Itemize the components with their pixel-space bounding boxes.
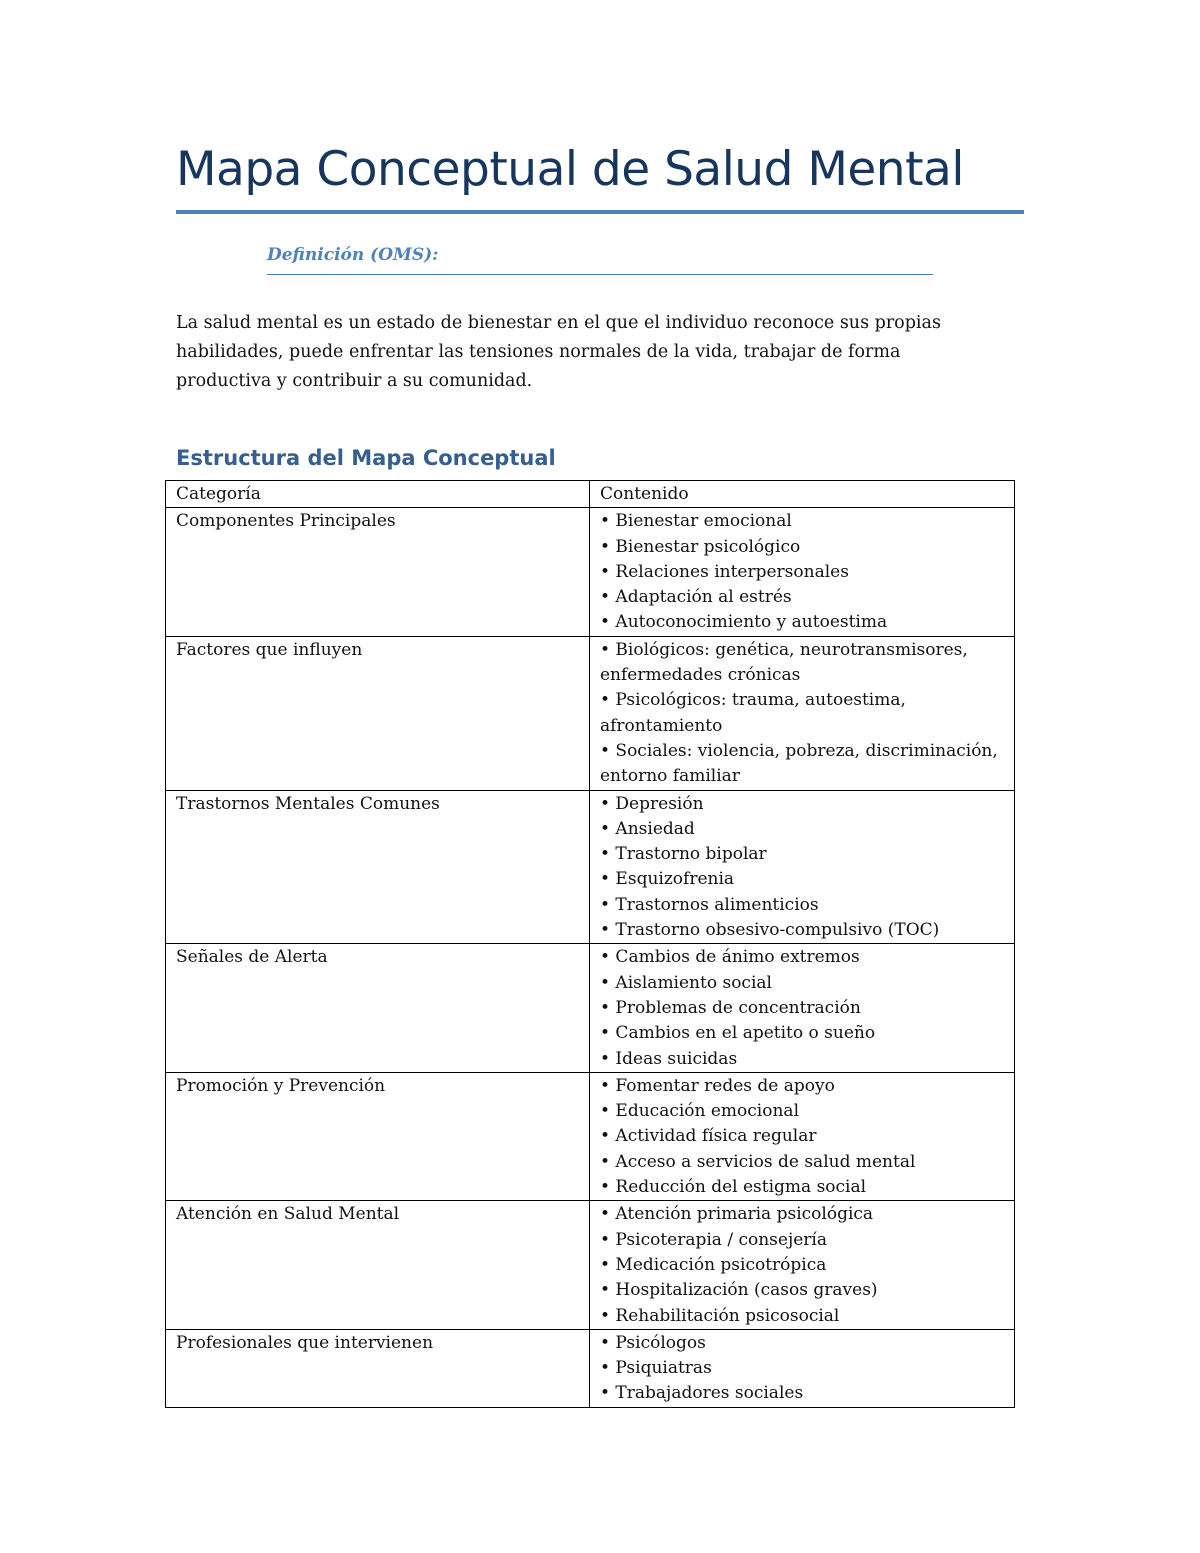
table-row — [166, 1329, 1015, 1407]
table-header-row — [166, 481, 1015, 508]
list-item: • Sociales: violencia, pobreza, discriminación, entorno familiar — [600, 740, 998, 787]
content-cell — [590, 508, 1015, 636]
page-title: Mapa Conceptual de Salud Mental — [176, 142, 964, 197]
list-item: • Hospitalización (casos graves) — [600, 1280, 878, 1301]
list-item: • Cambios en el apetito o sueño — [600, 1023, 876, 1044]
list-item: • Trastorno bipolar — [600, 844, 767, 865]
definition-underline — [267, 274, 933, 275]
title-underline — [176, 210, 1024, 214]
list-item: • Medicación psicotrópica — [600, 1254, 827, 1275]
list-item: • Bienestar emocional — [600, 511, 792, 532]
list-item: • Cambios de ánimo extremos — [600, 947, 860, 968]
category-cell: Promoción y Prevención — [166, 1072, 590, 1200]
table-row — [166, 790, 1015, 944]
list-item: • Problemas de concentración — [600, 997, 861, 1018]
concept-map-table — [165, 480, 1015, 1408]
list-item: • Bienestar psicológico — [600, 536, 801, 557]
table-row — [166, 508, 1015, 636]
list-item: • Atención primaria psicológica — [600, 1204, 874, 1225]
list-item: • Psicoterapia / consejería — [600, 1229, 827, 1250]
table-row — [166, 1072, 1015, 1200]
content-cell — [590, 1329, 1015, 1407]
list-item: • Educación emocional — [600, 1101, 800, 1122]
table-body — [166, 508, 1015, 1407]
content-cell — [590, 1072, 1015, 1200]
category-cell: Factores que influyen — [166, 636, 590, 790]
list-item: • Autoconocimiento y autoestima — [600, 612, 888, 633]
list-item: • Trabajadores sociales — [600, 1383, 804, 1404]
list-item: • Biológicos: genética, neurotransmisores, enfermedades crónicas — [600, 639, 968, 686]
header-contenido: Contenido — [590, 481, 1015, 508]
table-row — [166, 944, 1015, 1072]
category-cell: Profesionales que intervienen — [166, 1329, 590, 1407]
list-item: • Rehabilitación psicosocial — [600, 1305, 840, 1326]
list-item: • Actividad física regular — [600, 1126, 817, 1147]
category-cell: Trastornos Mentales Comunes — [166, 790, 590, 944]
list-item: • Fomentar redes de apoyo — [600, 1075, 835, 1096]
list-item: • Ideas suicidas — [600, 1048, 738, 1069]
category-cell: Señales de Alerta — [166, 944, 590, 1072]
content-cell — [590, 1201, 1015, 1329]
list-item: • Reducción del estigma social — [600, 1177, 867, 1198]
content-cell — [590, 944, 1015, 1072]
list-item: • Psicológicos: trauma, autoestima, afrontamiento — [600, 690, 906, 736]
list-item: • Trastorno obsesivo-compulsivo (TOC) — [600, 920, 940, 941]
table-row — [166, 636, 1015, 790]
table-row — [166, 1201, 1015, 1329]
header-categoria: Categoría — [166, 481, 590, 508]
list-item: • Depresión — [600, 793, 704, 814]
list-item: • Adaptación al estrés — [600, 587, 792, 608]
list-item: • Ansiedad — [600, 818, 695, 839]
list-item: • Relaciones interpersonales — [600, 561, 849, 582]
definition-text: La salud mental es un estado de bienestar en el que el individuo reconoce sus propias habilidades, puede enfrentar las tensiones normales de la vida, trabajar de forma productiva y contribuir a su comunidad. — [176, 313, 941, 391]
definition-heading: Definición (OMS): — [267, 245, 439, 265]
list-item: • Trastornos alimenticios — [600, 894, 819, 915]
list-item: • Psiquiatras — [600, 1358, 712, 1379]
list-item: • Psicólogos — [600, 1332, 706, 1353]
list-item: • Acceso a servicios de salud mental — [600, 1151, 916, 1172]
content-cell — [590, 790, 1015, 944]
list-item: • Esquizofrenia — [600, 869, 735, 890]
category-cell: Atención en Salud Mental — [166, 1201, 590, 1329]
structure-heading: Estructura del Mapa Conceptual — [176, 446, 556, 470]
category-cell: Componentes Principales — [166, 508, 590, 636]
content-cell — [590, 636, 1015, 790]
list-item: • Aislamiento social — [600, 972, 772, 993]
